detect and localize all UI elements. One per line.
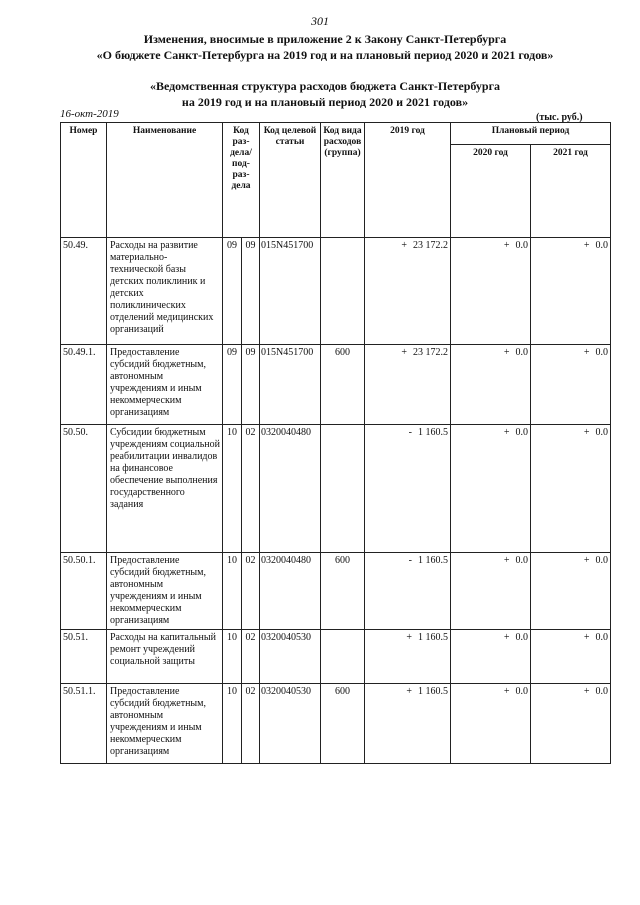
row-amount-2019 [365, 238, 451, 345]
row-amount-2020 [451, 684, 531, 764]
row-amount-2019 [365, 630, 451, 684]
row-number: 50.51.1. [61, 684, 107, 764]
row-subsection: 02 [242, 425, 260, 553]
value: 0.0 [595, 347, 608, 358]
value: 0.0 [595, 240, 608, 251]
sign: + [406, 632, 412, 643]
row-amount-2021 [531, 684, 611, 764]
sign: + [583, 347, 590, 358]
row-number: 50.50. [61, 425, 107, 553]
row-target-code: 015N451700 [260, 238, 321, 345]
document-title [40, 31, 610, 63]
sign: + [503, 632, 510, 643]
table-row [61, 553, 611, 630]
sign: + [401, 240, 407, 251]
header-name: Наименование [107, 123, 223, 238]
value: 1 160.5 [418, 427, 448, 438]
value: 0.0 [515, 555, 528, 566]
row-target-code: 0320040480 [260, 425, 321, 553]
row-section: 09 [223, 345, 242, 425]
row-name: Расходы на развитие материально-технической базы детских поликлиник и детских поликлинических отделений медицинских организаций [107, 238, 223, 345]
row-amount-2019 [365, 345, 451, 425]
value: 1 160.5 [418, 686, 448, 697]
value: 23 172.2 [413, 240, 448, 251]
header-number: Номер [61, 123, 107, 238]
annex-title-line-2: на 2019 год и на плановый период 2020 и 2021 годов» [181, 95, 469, 109]
row-amount-2020 [451, 238, 531, 345]
document-date: 16-окт-2019 [60, 108, 119, 120]
sign: + [583, 427, 590, 438]
table-row [61, 345, 611, 425]
sign: - [408, 427, 412, 438]
row-amount-2021 [531, 630, 611, 684]
row-section: 09 [223, 238, 242, 345]
row-expense-group: 600 [321, 684, 365, 764]
value: 1 160.5 [418, 555, 448, 566]
row-number: 50.49. [61, 238, 107, 345]
table-row [61, 425, 611, 553]
row-expense-group: 600 [321, 345, 365, 425]
row-amount-2020 [451, 425, 531, 553]
row-number: 50.50.1. [61, 553, 107, 630]
sign: + [503, 427, 510, 438]
row-subsection: 02 [242, 684, 260, 764]
sign: - [408, 555, 412, 566]
row-target-code: 0320040530 [260, 684, 321, 764]
row-section: 10 [223, 630, 242, 684]
row-amount-2021 [531, 238, 611, 345]
sign: + [503, 347, 510, 358]
table-row [61, 630, 611, 684]
units-label: (тыс. руб.) [536, 112, 583, 123]
sign: + [401, 347, 407, 358]
row-name: Расходы на капитальный ремонт учреждений социальной защиты [107, 630, 223, 684]
document-title-line-1: Изменения, вносимые в приложение 2 к Закону Санкт-Петербурга [143, 32, 507, 46]
sign: + [583, 686, 590, 697]
sign: + [583, 240, 590, 251]
value: 0.0 [515, 240, 528, 251]
row-amount-2020 [451, 345, 531, 425]
sign: + [583, 632, 590, 643]
row-number: 50.49.1. [61, 345, 107, 425]
sign: + [406, 686, 412, 697]
page-number: 301 [311, 14, 329, 28]
budget-table [60, 122, 611, 764]
row-expense-group [321, 238, 365, 345]
row-amount-2020 [451, 630, 531, 684]
row-amount-2019 [365, 425, 451, 553]
row-subsection: 09 [242, 345, 260, 425]
row-name: Предоставление субсидий бюджетным, автономным учреждениям и иным некоммерческим организациям [107, 345, 223, 425]
row-section: 10 [223, 425, 242, 553]
sign: + [503, 686, 510, 697]
row-name: Субсидии бюджетным учреждениям социальной реабилитации инвалидов на финансовое обеспечение выполнения государственного задания [107, 425, 223, 553]
row-number: 50.51. [61, 630, 107, 684]
sign: + [503, 555, 510, 566]
row-target-code: 0320040530 [260, 630, 321, 684]
row-subsection: 02 [242, 630, 260, 684]
sign: + [503, 240, 510, 251]
annex-title-line-1: «Ведомственная структура расходов бюджета Санкт-Петербурга [149, 79, 501, 93]
row-amount-2020 [451, 553, 531, 630]
row-expense-group [321, 630, 365, 684]
row-expense-group: 600 [321, 553, 365, 630]
header-section-code: Код раз-дела/ под-раз-дела [223, 123, 260, 238]
value: 0.0 [595, 632, 608, 643]
row-name: Предоставление субсидий бюджетным, автономным учреждениям и иным некоммерческим организациям [107, 684, 223, 764]
value: 0.0 [515, 427, 528, 438]
row-subsection: 09 [242, 238, 260, 345]
header-2021: 2021 год [531, 145, 611, 238]
value: 23 172.2 [413, 347, 448, 358]
row-section: 10 [223, 684, 242, 764]
row-section: 10 [223, 553, 242, 630]
header-target-code: Код целевой статьи [260, 123, 321, 238]
sign: + [583, 555, 590, 566]
row-name: Предоставление субсидий бюджетным, автономным учреждениям и иным некоммерческим организациям [107, 553, 223, 630]
row-subsection: 02 [242, 553, 260, 630]
header-planning-period: Плановый период [451, 123, 611, 145]
row-amount-2021 [531, 425, 611, 553]
row-target-code: 015N451700 [260, 345, 321, 425]
row-expense-group [321, 425, 365, 553]
value: 0.0 [515, 686, 528, 697]
header-expense-group: Код вида расходов (группа) [321, 123, 365, 238]
row-amount-2019 [365, 553, 451, 630]
row-amount-2021 [531, 553, 611, 630]
row-target-code: 0320040480 [260, 553, 321, 630]
value: 1 160.5 [418, 632, 448, 643]
value: 0.0 [515, 347, 528, 358]
value: 0.0 [595, 686, 608, 697]
table-row [61, 238, 611, 345]
table-row [61, 684, 611, 764]
document-title-line-2: «О бюджете Санкт-Петербурга на 2019 год и на плановый период 2020 и 2021 годов» [96, 48, 554, 62]
header-2020: 2020 год [451, 145, 531, 238]
header-2019: 2019 год [365, 123, 451, 238]
value: 0.0 [515, 632, 528, 643]
annex-title [40, 78, 610, 110]
value: 0.0 [595, 427, 608, 438]
row-amount-2021 [531, 345, 611, 425]
value: 0.0 [595, 555, 608, 566]
row-amount-2019 [365, 684, 451, 764]
